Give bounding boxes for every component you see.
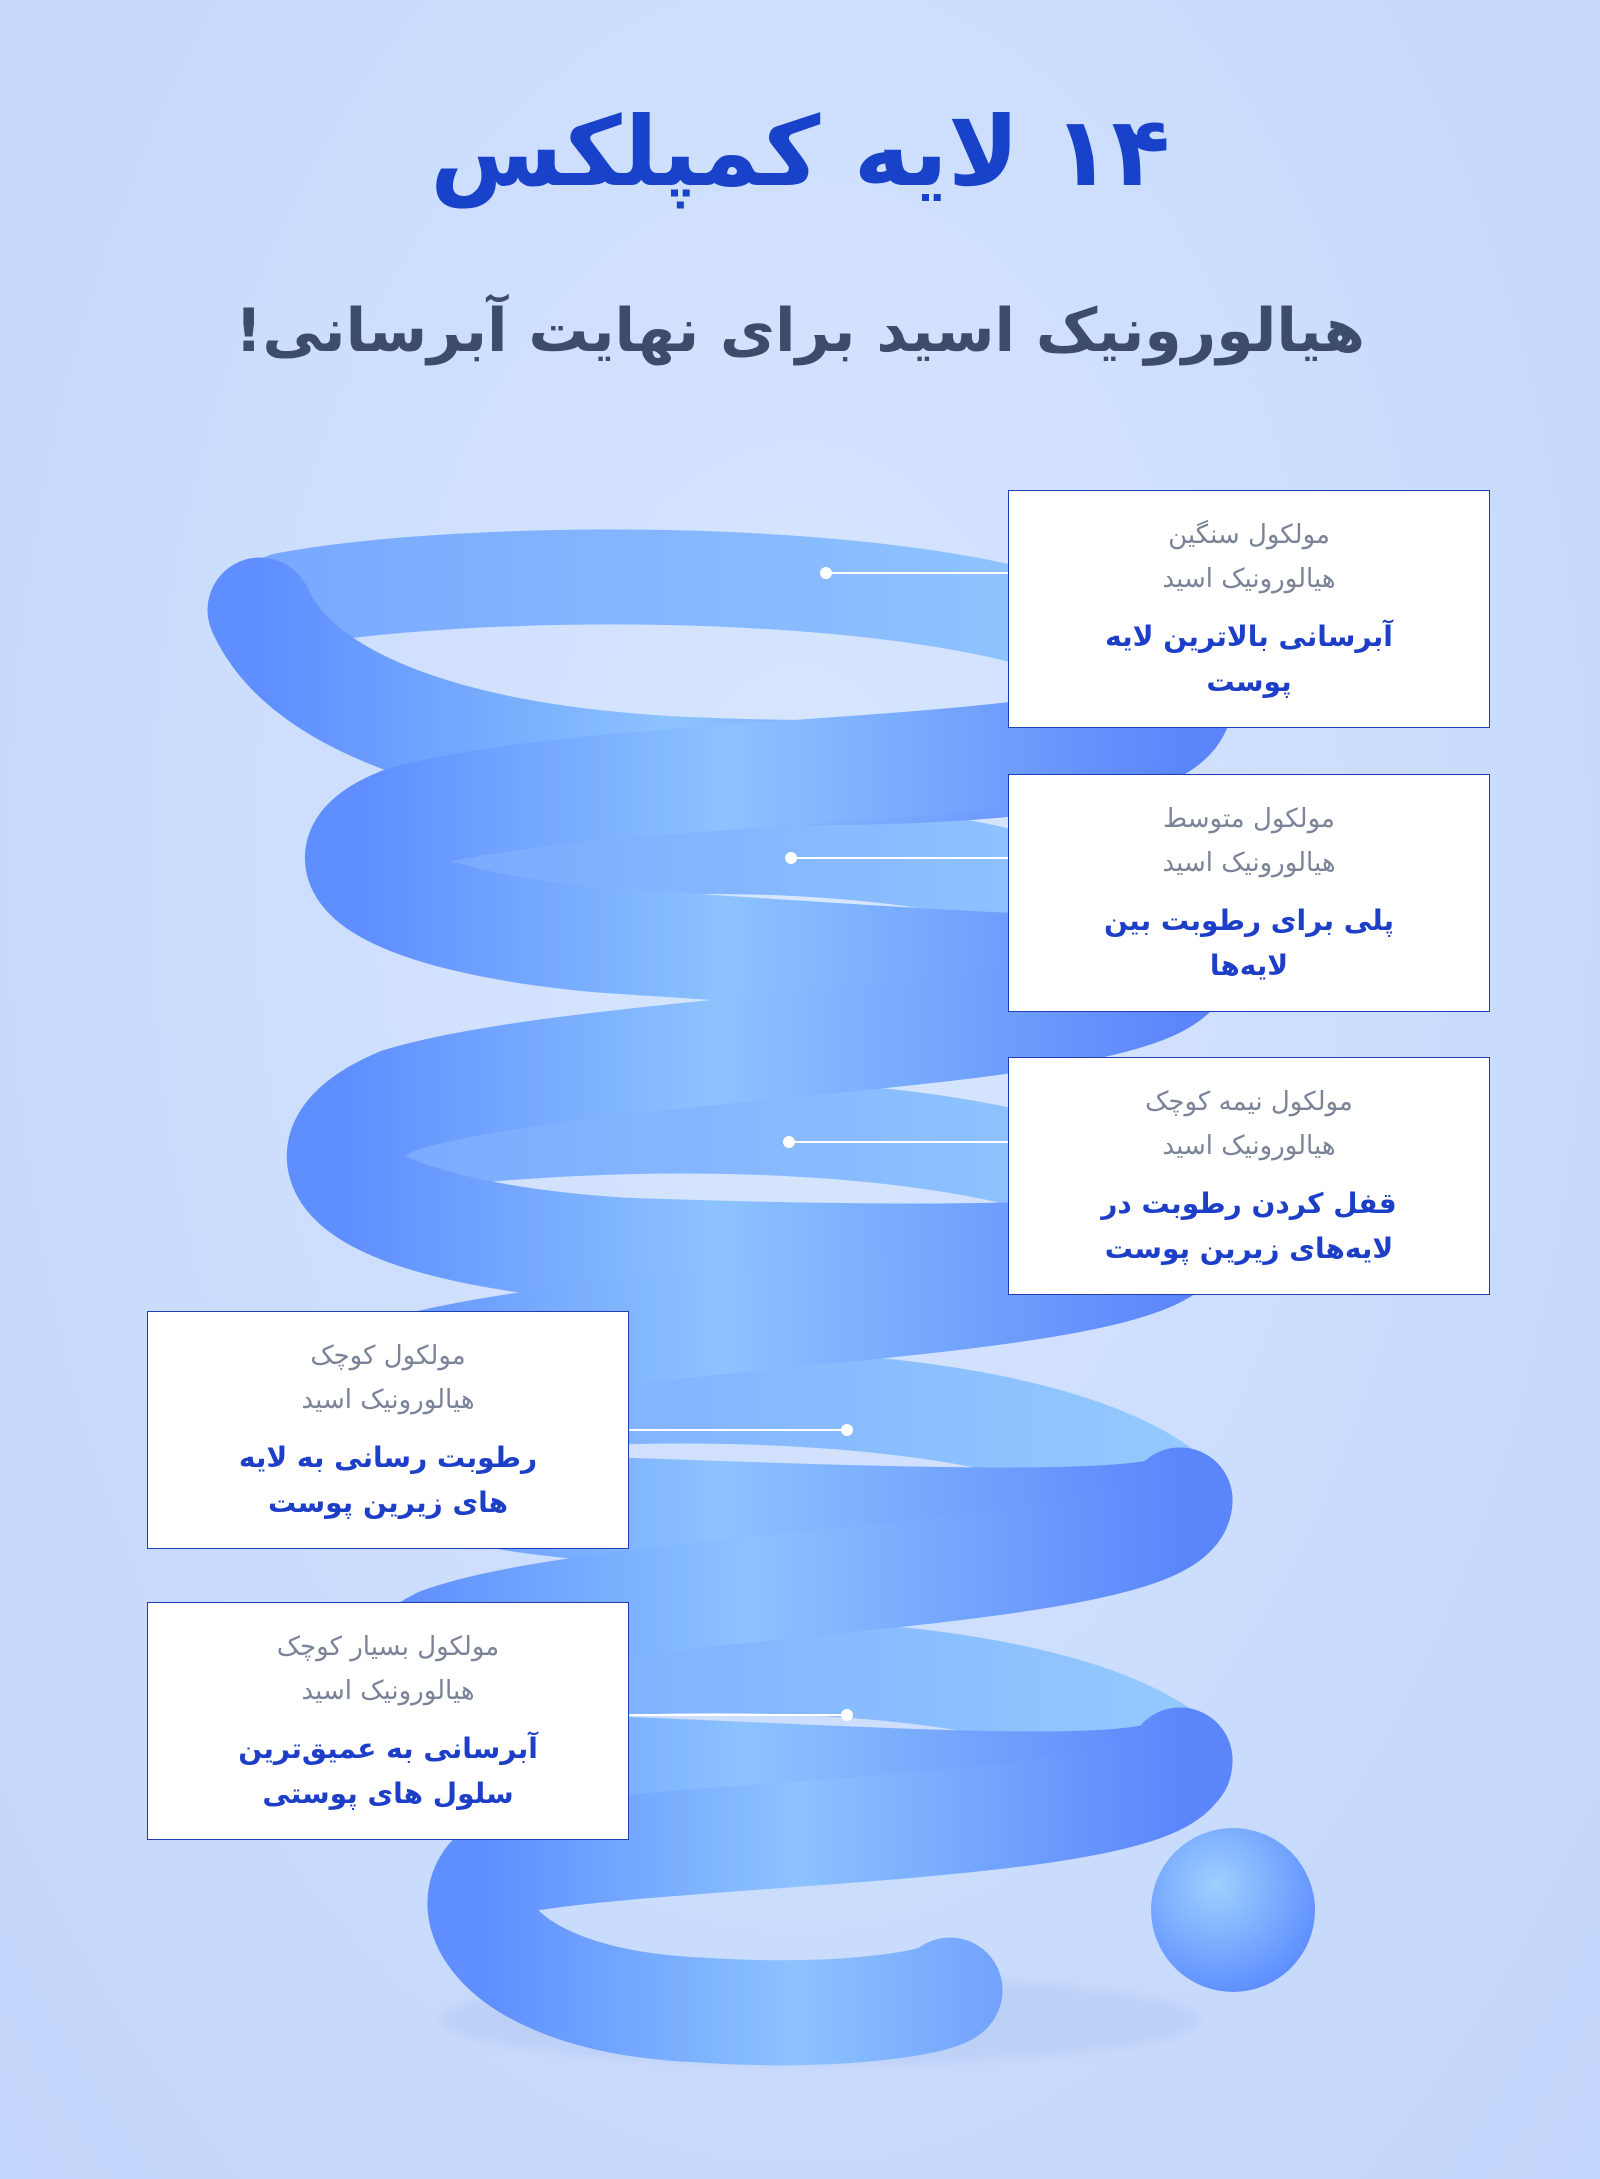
- layer-card-semi-small: [1008, 1057, 1490, 1295]
- molecule-name: مولکول بسیار کوچک: [276, 1632, 500, 1663]
- layer-description: پلی برای رطوبت بین لایه‌ها: [1103, 904, 1395, 983]
- acid-label: هیالورونیک اسید: [301, 1385, 475, 1416]
- page-subtitle: هیالورونیک اسید برای نهایت آبرسانی!: [234, 296, 1365, 366]
- acid-label: هیالورونیک اسید: [1162, 564, 1336, 595]
- molecule-name: مولکول کوچک: [310, 1341, 466, 1372]
- connector-dot: [785, 852, 797, 864]
- molecule-name: مولکول سنگین: [1168, 520, 1330, 551]
- layer-description: قفل کردن رطوبت در لایه‌های زیرین پوست: [1101, 1187, 1397, 1266]
- layer-card-very-small: [147, 1602, 629, 1840]
- spring-end-ball: [1151, 1828, 1315, 1992]
- connector-dot: [783, 1136, 795, 1148]
- connector-dot: [841, 1424, 853, 1436]
- molecule-name: مولکول متوسط: [1163, 804, 1335, 835]
- layer-description: آبرسانی به عمیق‌ترین سلول های پوستی: [238, 1732, 538, 1811]
- acid-label: هیالورونیک اسید: [1162, 848, 1336, 879]
- layer-card-medium: [1008, 774, 1490, 1012]
- layer-description: آبرسانی بالاترین لایه پوست: [1105, 620, 1393, 699]
- layer-card-heavy: [1008, 490, 1490, 728]
- connector-dot: [820, 567, 832, 579]
- layer-card-small: [147, 1311, 629, 1549]
- molecule-name: مولکول نیمه کوچک: [1145, 1087, 1353, 1118]
- connector-dot: [841, 1709, 853, 1721]
- acid-label: هیالورونیک اسید: [1162, 1131, 1336, 1162]
- page-title: ۱۴ لایه کمپلکس: [430, 96, 1170, 208]
- layer-description: رطوبت رسانی به لایه های زیرین پوست: [238, 1441, 538, 1520]
- acid-label: هیالورونیک اسید: [301, 1676, 475, 1707]
